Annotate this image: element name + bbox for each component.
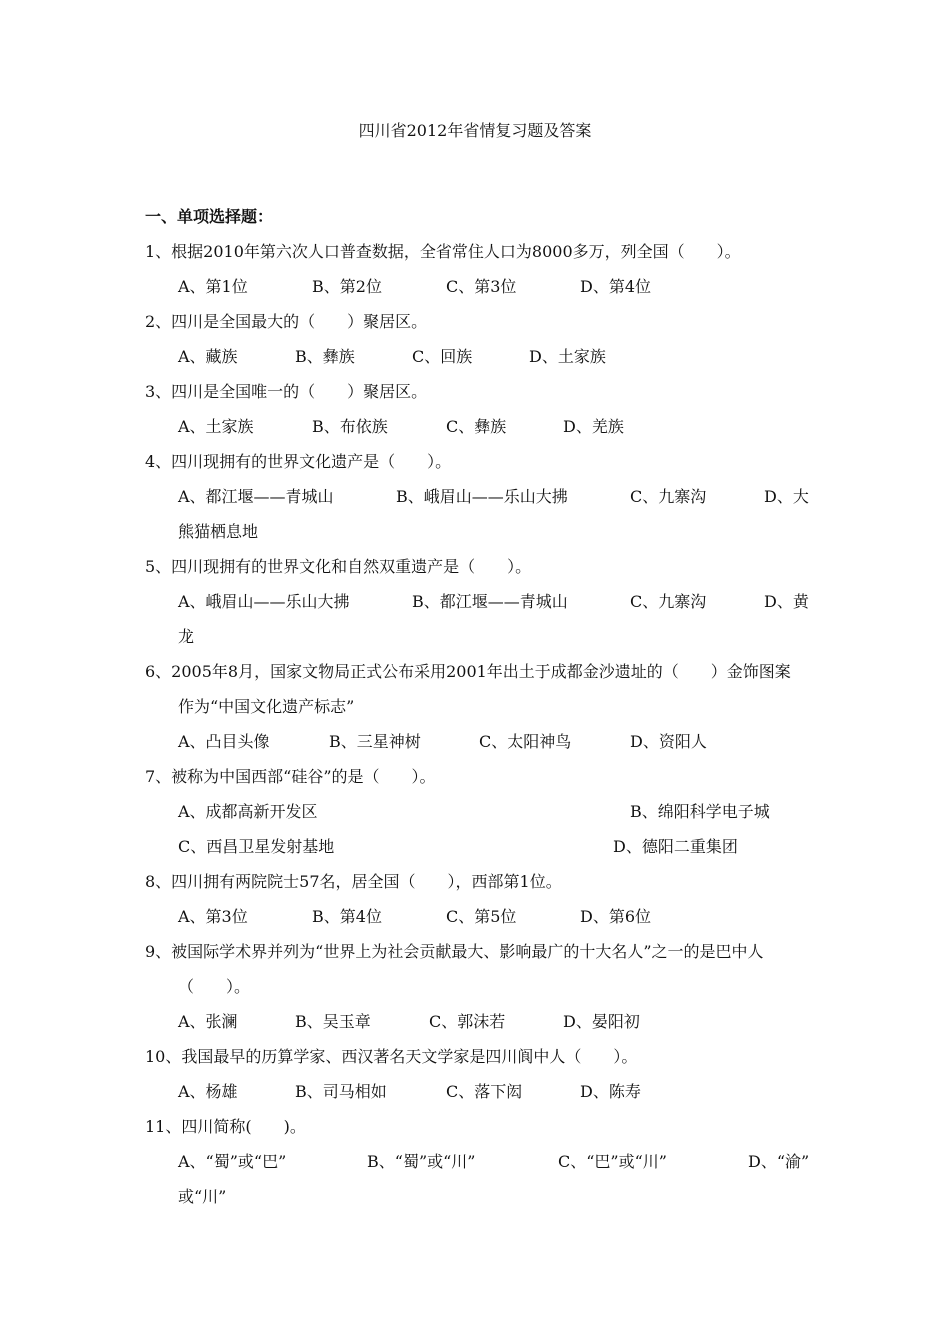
q6-text-continuation: 作为“中国文化遗产标志” bbox=[178, 697, 355, 716]
q1-option-a: A、第1位 bbox=[178, 277, 248, 296]
q8-option-a: A、第3位 bbox=[178, 907, 248, 926]
q11-option-continuation: 或“川” bbox=[178, 1187, 227, 1206]
question-6: 6、2005年8月，国家文物局正式公布采用2001年出土于成都金沙遗址的（ ）金饰图案 bbox=[145, 662, 791, 681]
q4-option-c: C、九寨沟 bbox=[630, 487, 707, 506]
question-1: 1、根据2010年第六次人口普查数据，全省常住人口为8000多万，列全国（ ）。 bbox=[145, 242, 741, 261]
q1-option-c: C、第3位 bbox=[446, 277, 517, 296]
q7-option-c: C、西昌卫星发射基地 bbox=[178, 837, 335, 856]
question-9: 9、被国际学术界并列为“世界上为社会贡献最大、影响最广的十大名人”之一的是巴中人 bbox=[145, 942, 764, 961]
q5-option-c: C、九寨沟 bbox=[630, 592, 707, 611]
q10-option-d: D、陈寿 bbox=[580, 1082, 641, 1101]
question-2: 2、四川是全国最大的（ ）聚居区。 bbox=[145, 312, 428, 331]
q6-option-a: A、凸目头像 bbox=[178, 732, 270, 751]
q3-option-d: D、羌族 bbox=[563, 417, 624, 436]
q4-option-d: D、大 bbox=[764, 487, 809, 506]
q2-option-a: A、藏族 bbox=[178, 347, 238, 366]
q5-option-a: A、峨眉山——乐山大拂 bbox=[178, 592, 350, 611]
question-4: 4、四川现拥有的世界文化遗产是（ ）。 bbox=[145, 452, 452, 471]
q3-option-a: A、土家族 bbox=[178, 417, 254, 436]
q4-option-a: A、都江堰——青城山 bbox=[178, 487, 334, 506]
q1-option-d: D、第4位 bbox=[580, 277, 652, 296]
q5-option-continuation: 龙 bbox=[178, 627, 195, 646]
q5-option-d: D、黄 bbox=[764, 592, 809, 611]
q3-option-c: C、彝族 bbox=[446, 417, 507, 436]
section-heading: 一、单项选择题： bbox=[145, 207, 274, 226]
q6-option-c: C、太阳神鸟 bbox=[479, 732, 572, 751]
q7-option-a: A、成都高新开发区 bbox=[178, 802, 318, 821]
q10-option-c: C、落下闳 bbox=[446, 1082, 523, 1101]
q10-option-b: B、司马相如 bbox=[295, 1082, 387, 1101]
q5-option-b: B、都江堰——青城山 bbox=[412, 592, 568, 611]
q8-option-c: C、第5位 bbox=[446, 907, 517, 926]
q9-option-b: B、吴玉章 bbox=[295, 1012, 371, 1031]
q7-option-d: D、德阳二重集团 bbox=[613, 837, 738, 856]
question-3: 3、四川是全国唯一的（ ）聚居区。 bbox=[145, 382, 428, 401]
q9-option-c: C、郭沫若 bbox=[429, 1012, 506, 1031]
q9-text-continuation: （ ）。 bbox=[178, 977, 251, 996]
q8-option-d: D、第6位 bbox=[580, 907, 652, 926]
q9-option-a: A、张澜 bbox=[178, 1012, 238, 1031]
q6-option-d: D、资阳人 bbox=[630, 732, 707, 751]
q4-option-b: B、峨眉山——乐山大拂 bbox=[396, 487, 568, 506]
q11-option-c: C、“巴”或“川” bbox=[558, 1152, 667, 1171]
q10-option-a: A、杨雄 bbox=[178, 1082, 238, 1101]
q11-option-d: D、“渝” bbox=[748, 1152, 810, 1171]
q2-option-d: D、土家族 bbox=[529, 347, 606, 366]
q11-option-a: A、“蜀”或“巴” bbox=[178, 1152, 287, 1171]
q11-option-b: B、“蜀”或“川” bbox=[367, 1152, 476, 1171]
q7-option-b: B、绵阳科学电子城 bbox=[630, 802, 770, 821]
q9-option-d: D、晏阳初 bbox=[563, 1012, 640, 1031]
q6-option-b: B、三星神树 bbox=[329, 732, 421, 751]
question-8: 8、四川拥有两院院士57名，居全国（ ），西部第1位。 bbox=[145, 872, 562, 891]
document-title: 四川省2012年省情复习题及答案 bbox=[358, 121, 592, 140]
question-7: 7、被称为中国西部“硅谷”的是（ ）。 bbox=[145, 767, 436, 786]
q2-option-c: C、回族 bbox=[412, 347, 473, 366]
question-5: 5、四川现拥有的世界文化和自然双重遗产是（ ）。 bbox=[145, 557, 532, 576]
question-10: 10、我国最早的历算学家、西汉著名天文学家是四川阆中人（ ）。 bbox=[145, 1047, 638, 1066]
q8-option-b: B、第4位 bbox=[312, 907, 382, 926]
q2-option-b: B、彝族 bbox=[295, 347, 355, 366]
question-11: 11、四川简称( )。 bbox=[145, 1117, 306, 1136]
q3-option-b: B、布依族 bbox=[312, 417, 388, 436]
q1-option-b: B、第2位 bbox=[312, 277, 382, 296]
q4-option-continuation: 熊猫栖息地 bbox=[178, 522, 259, 541]
